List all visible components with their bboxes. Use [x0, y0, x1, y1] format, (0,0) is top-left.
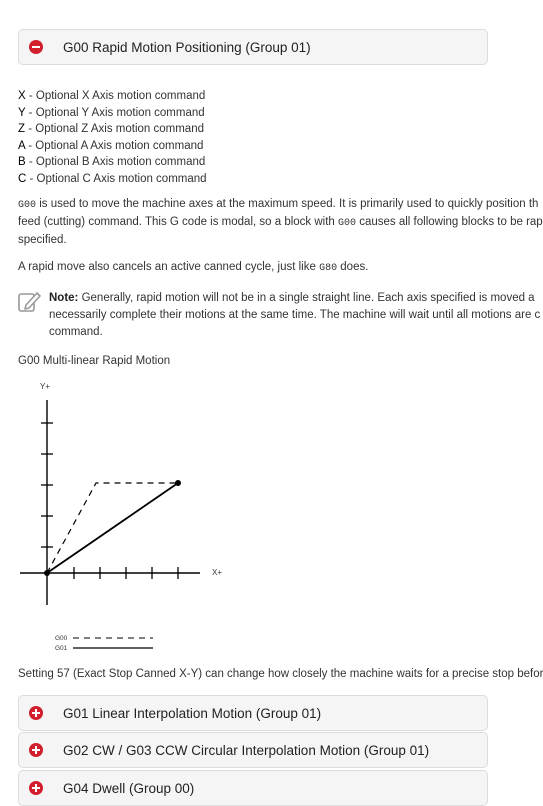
description-paragraph: G00 is used to move the machine axes at the maximum speed. It is primarily used to quickly position th feed (cutting) command. This G code is modal, so a block with G00 causes all following blocks to be rap specified. [18, 198, 543, 246]
section-header-g01[interactable] [18, 695, 488, 731]
legend-g00-label: G00 [55, 635, 68, 642]
param-z: Z - Optional Z Axis motion command [18, 123, 204, 135]
parameter-list [18, 88, 207, 187]
param-x: X - Optional X Axis motion command [18, 90, 206, 102]
note-block: Note: Generally, rapid motion will not be in a single straight line. Each axis specified is moved a necessarily complete their motions at the same time. The machine will wait until all motions are c command. [49, 292, 541, 338]
motion-diagram [0, 375, 260, 655]
g01-linear-path [47, 483, 178, 573]
section-title-g01: G01 Linear Interpolation Motion (Group 01) [63, 705, 322, 721]
note-label: Note: [49, 292, 79, 304]
param-y: Y - Optional Y Axis motion command [18, 106, 205, 119]
legend-g01-label: G01 [55, 645, 68, 652]
section-title-g00: G00 Rapid Motion Positioning (Group 01) [63, 39, 311, 55]
setting-paragraph: Setting 57 (Exact Stop Canned X-Y) can change how closely the machine waits for a precise stop befor [18, 668, 543, 680]
section-title-g04: G04 Dwell (Group 00) [63, 780, 195, 796]
x-axis-label: X+ [212, 568, 223, 577]
start-point [44, 570, 50, 576]
end-point [175, 480, 181, 486]
param-a: A - Optional A Axis motion command [18, 139, 204, 152]
y-axis-label: Y+ [40, 382, 51, 391]
expand-icon [29, 781, 43, 795]
section-header-g02[interactable] [18, 732, 488, 768]
canned-cycle-paragraph: A rapid move also cancels an active canned cycle, just like G80 does. [18, 261, 369, 274]
expand-icon [29, 743, 43, 757]
figure-title: G00 Multi-linear Rapid Motion [18, 355, 171, 367]
section-header-g00[interactable] [18, 29, 488, 65]
param-c: C - Optional C Axis motion command [18, 172, 207, 185]
collapse-icon [29, 40, 43, 54]
section-title-g02: G02 CW / G03 CCW Circular Interpolation Motion (Group 01) [63, 742, 430, 758]
section-header-g04[interactable] [18, 770, 488, 806]
note-icon [16, 290, 42, 314]
expand-icon [29, 706, 43, 720]
param-b: B - Optional B Axis motion command [18, 156, 206, 168]
